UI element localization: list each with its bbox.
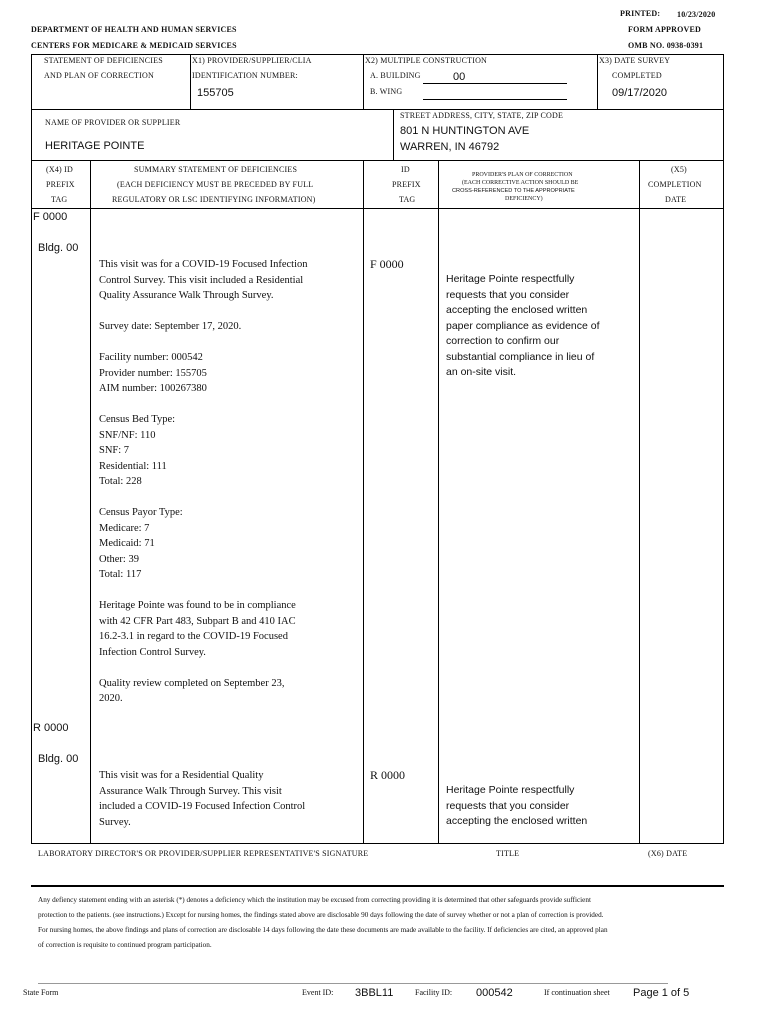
- facility-id-value: 000542: [476, 987, 513, 999]
- form-left-border-1: [31, 54, 32, 110]
- state-form-label: State Form: [23, 988, 59, 997]
- address-line-2: WARREN, IN 46792: [400, 141, 500, 153]
- statement-label-1: STATEMENT OF DEFICIENCIES: [44, 56, 163, 65]
- id-header-2: PREFIX: [392, 180, 421, 189]
- form-right-border-2: [723, 109, 724, 161]
- prefix-tag-r0000: R 0000: [33, 722, 69, 734]
- x2-label: X2) MULTIPLE CONSTRUCTION: [365, 56, 488, 65]
- signature-label: LABORATORY DIRECTOR'S OR PROVIDER/SUPPLIER REPRESENTATIVE'S SIGNATURE: [38, 849, 369, 858]
- title-label: TITLE: [496, 849, 520, 858]
- col-divider-plan: [438, 160, 439, 843]
- col-divider-summary: [90, 160, 91, 843]
- prefix-tag-f0000: F 0000: [33, 211, 68, 223]
- table-left-border: [31, 160, 32, 843]
- form-right-border-1: [723, 54, 724, 110]
- form-left-border-2: [31, 109, 32, 161]
- omb-number: OMB NO. 0938-0391: [628, 41, 704, 50]
- divider-x1: [190, 54, 191, 110]
- plan-of-correction-2: Heritage Pointe respectfully requests that you consider accepting the enclosed written: [446, 784, 588, 827]
- disclaimer-footnote: Any defiency statement ending with an asterisk (*) denotes a deficiency which the institution may be excused from correcting providing it is determined that other safeguards provide sufficient protection to the patients. (see instructions.) Except for nursing homes, the findings stated above are disclosable 90 days following the date of survey whether or not a plan of correction is provided. For nursing homes, the above findings and plans of correction are disclosable 14 days following the date these documents are made available to the facility. If deficiencies are cited, an approved plan of correction is requisite to continued program participation.: [38, 896, 608, 949]
- plan-header-3: CROSS-REFERENCED TO THE APPROPRIATE: [452, 188, 575, 194]
- footer-rule: [38, 983, 668, 984]
- divider-x2: [363, 54, 364, 110]
- event-id-label: Event ID:: [302, 988, 334, 997]
- provider-name-label: NAME OF PROVIDER OR SUPPLIER: [45, 118, 181, 127]
- form-top-border: [31, 54, 724, 55]
- x4-header-1: (X4) ID: [46, 165, 73, 174]
- x3-label-2: COMPLETED: [612, 71, 662, 80]
- deficiency-summary-2: This visit was for a Residential Quality Assurance Walk Through Survey. This visit included a COVID-19 Focused Infection Control Survey.: [99, 770, 306, 828]
- plan-header-2: (EACH CORRECTIVE ACTION SHOULD BE: [462, 180, 579, 186]
- plan-header-1: PROVIDER'S PLAN OF CORRECTION: [472, 172, 573, 178]
- col-divider-x5: [639, 160, 640, 843]
- address-label: STREET ADDRESS, CITY, STATE, ZIP CODE: [400, 111, 564, 120]
- row2-bottom-border: [31, 160, 724, 161]
- provider-number-value: 155705: [197, 87, 234, 99]
- x5-header-1: (X5): [671, 165, 687, 174]
- facility-id-label: Facility ID:: [415, 988, 453, 997]
- summary-header-2: (EACH DEFICIENCY MUST BE PRECEDED BY FULL: [117, 180, 314, 189]
- table-bottom-border: [31, 843, 724, 844]
- table-right-border: [723, 160, 724, 843]
- x1-label-2: IDENTIFICATION NUMBER:: [192, 71, 298, 80]
- id-header-3: TAG: [399, 195, 416, 204]
- x1-label-1: X1) PROVIDER/SUPPLIER/CLIA: [192, 56, 312, 65]
- col-divider-id: [363, 160, 364, 843]
- printed-label: PRINTED:: [620, 9, 661, 18]
- continuation-label: If continuation sheet: [544, 988, 610, 997]
- building-tag-2: Bldg. 00: [38, 753, 79, 765]
- address-line-1: 801 N HUNTINGTON AVE: [400, 125, 530, 137]
- plan-of-correction-1: Heritage Pointe respectfully requests that you consider accepting the enclosed written paper compliance as evidence of correction to confirm our substantial compliance in lieu of an on-site visit.: [446, 273, 600, 378]
- wing-underline: [423, 99, 567, 100]
- x5-header-3: DATE: [665, 195, 687, 204]
- summary-header-1: SUMMARY STATEMENT OF DEFICIENCIES: [134, 165, 298, 174]
- centers-title: CENTERS FOR MEDICARE & MEDICAID SERVICES: [31, 41, 237, 50]
- signature-bottom-rule: [31, 885, 724, 887]
- deficiency-summary-1: This visit was for a COVID-19 Focused Infection Control Survey. This visit included a Residential Quality Assurance Walk Through Survey. Survey date: September 17, 2020. Facility number: 000542 Provider number: 155705 AIM number: 100267380 Census Bed Type: SNF/NF: 110 SNF: 7 Residential: 111 Total: 228 Census Payor Type: Medicare: 7 Medicaid: 71 Other: 39 Total: 117 Heritage Pointe was found to be in compliance with 42 CFR Part 483, Subpart B and 410 IAC 16.2-3.1 in regard to the COVID-19 Focused Infection Control Survey. Quality review completed on September 23, 2020.: [99, 259, 308, 704]
- x6-date-label: (X6) DATE: [648, 849, 688, 858]
- row1-bottom-border: [31, 109, 724, 110]
- provider-name-value: HERITAGE POINTE: [45, 140, 145, 152]
- printed-date: 10/23/2020: [677, 10, 716, 19]
- summary-header-3: REGULATORY OR LSC IDENTIFYING INFORMATION): [112, 195, 316, 204]
- x4-header-3: TAG: [51, 195, 68, 204]
- building-value: 00: [453, 71, 466, 83]
- wing-label: B. WING: [370, 87, 403, 96]
- x5-header-2: COMPLETION: [648, 180, 702, 189]
- event-id-value: 3BBL11: [355, 987, 394, 999]
- statement-label-2: AND PLAN OF CORRECTION: [44, 71, 154, 80]
- column-header-bottom: [31, 208, 724, 209]
- plan-header-4: DEFICIENCY): [505, 196, 543, 202]
- divider-address: [393, 109, 394, 161]
- building-label: A. BUILDING: [370, 71, 421, 80]
- building-tag-1: Bldg. 00: [38, 242, 79, 254]
- form-approved: FORM APPROVED: [628, 25, 702, 34]
- department-title: DEPARTMENT OF HEALTH AND HUMAN SERVICES: [31, 25, 237, 34]
- id-header-1: ID: [401, 165, 410, 174]
- building-underline: [423, 83, 567, 84]
- x3-label-1: X3) DATE SURVEY: [599, 56, 671, 65]
- page-number: Page 1 of 5: [633, 987, 690, 999]
- divider-x3: [597, 54, 598, 110]
- survey-date-value: 09/17/2020: [612, 87, 668, 99]
- id-tag-r0000: R 0000: [370, 768, 406, 782]
- id-tag-f0000: F 0000: [370, 257, 404, 271]
- x4-header-2: PREFIX: [46, 180, 75, 189]
